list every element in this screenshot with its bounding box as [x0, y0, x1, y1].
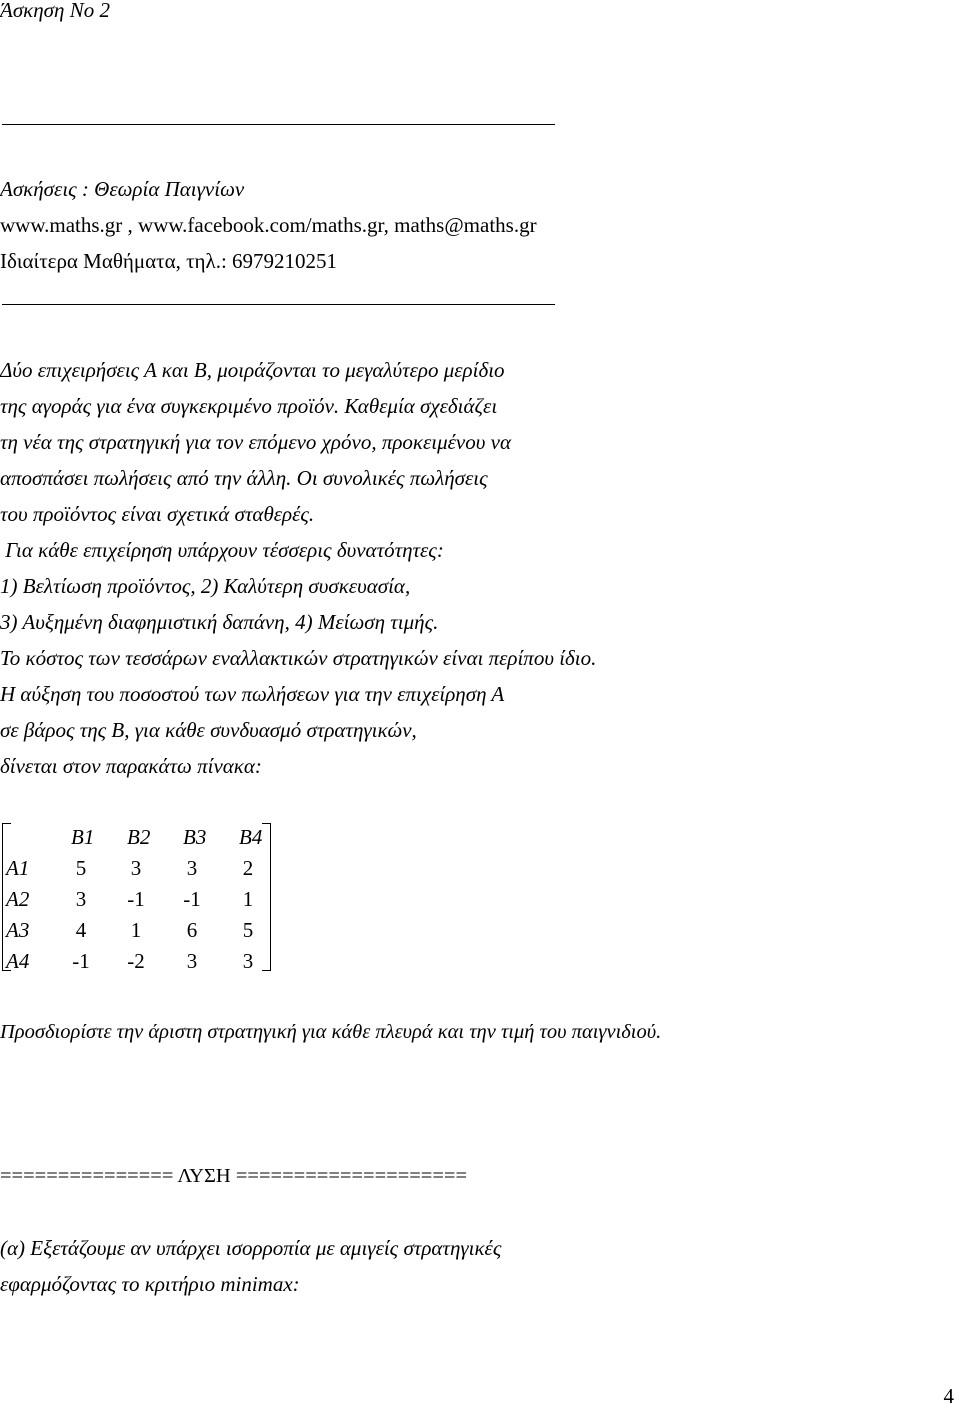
matrix-col-header: Β3 — [183, 825, 207, 849]
matrix-cell: 3 — [130, 856, 142, 880]
question-text: Προσδιορίστε την άριστη στρατηγική για κάθε πλευρά και την τιμή του παιγνιδιού. — [0, 1021, 662, 1043]
problem-line: του προϊόντος είναι σχετικά σταθερές. — [0, 502, 315, 526]
matrix-row-label: Α1 — [6, 856, 30, 880]
header-rule-top — [2, 124, 555, 125]
matrix-cell: -1 — [183, 887, 201, 911]
problem-line: της αγοράς για ένα συγκεκριμένο προϊόν. Καθεμία σχεδιάζει — [0, 394, 498, 418]
matrix-col-header: Β4 — [239, 825, 263, 849]
matrix-cell: -2 — [127, 949, 145, 973]
matrix-cell: 5 — [75, 856, 87, 880]
problem-line: δίνεται στον παρακάτω πίνακα: — [0, 754, 262, 778]
problem-line: 1) Βελτίωση προϊόντος, 2) Καλύτερη συσκευασία, — [0, 574, 411, 598]
matrix-row-label: Α4 — [6, 949, 30, 973]
matrix-col-header: Β2 — [127, 825, 151, 849]
matrix-cell: 4 — [75, 918, 87, 942]
matrix-col-header: Β1 — [71, 825, 95, 849]
problem-line: Δύο επιχειρήσεις Α και Β, μοιράζονται το μεγαλύτερο μερίδιο — [0, 358, 505, 382]
lessons-phone: Ιδιαίτερα Μαθήματα, τηλ.: 6979210251 — [0, 249, 338, 273]
series-title: Ασκήσεις : Θεωρία Παιγνίων — [0, 177, 245, 201]
problem-line: Το κόστος των τεσσάρων εναλλακτικών στρατηγικών είναι περίπου ίδιο. — [0, 646, 597, 670]
solution-divider: =============== ΛΥΣΗ ==================== — [0, 1165, 468, 1187]
problem-line: αποσπάσει πωλήσεις από την άλλη. Οι συνολικές πωλήσεις — [0, 466, 488, 490]
matrix-cell: 3 — [186, 856, 198, 880]
header-rule-bottom — [2, 304, 555, 305]
matrix-cell: 2 — [242, 856, 254, 880]
matrix-cell: 5 — [242, 918, 254, 942]
matrix-cell: 6 — [186, 918, 198, 942]
contact-links: www.maths.gr , www.facebook.com/maths.gr, maths@maths.gr — [0, 213, 537, 237]
problem-line: Για κάθε επιχείρηση υπάρχουν τέσσερις δυνατότητες: — [0, 538, 444, 562]
matrix-cell: 1 — [242, 887, 254, 911]
problem-line: 3) Αυξημένη διαφημιστική δαπάνη, 4) Μείωση τιμής. — [0, 610, 439, 634]
matrix-cell: -1 — [127, 887, 145, 911]
page-title: Άσκηση Νο 2 — [0, 0, 110, 22]
solution-line: (α) Εξετάζουμε αν υπάρχει ισορροπία με αμιγείς στρατηγικές — [0, 1236, 502, 1260]
matrix-cell: 1 — [130, 918, 142, 942]
page-number: 4 — [943, 1384, 954, 1408]
matrix-cell: 3 — [242, 949, 254, 973]
matrix-cell: -1 — [72, 949, 90, 973]
solution-line: εφαρμόζοντας το κριτήριο minimax: — [0, 1272, 300, 1296]
matrix-cell: 3 — [186, 949, 198, 973]
matrix-row-label: Α2 — [6, 887, 30, 911]
matrix-cell: 3 — [75, 887, 87, 911]
problem-line: Η αύξηση του ποσοστού των πωλήσεων για την επιχείρηση Α — [0, 682, 505, 706]
problem-line: τη νέα της στρατηγική για τον επόμενο χρόνο, προκειμένου να — [0, 430, 511, 454]
problem-line: σε βάρος της Β, για κάθε συνδυασμό στρατηγικών, — [0, 718, 417, 742]
matrix-row-label: Α3 — [6, 918, 30, 942]
